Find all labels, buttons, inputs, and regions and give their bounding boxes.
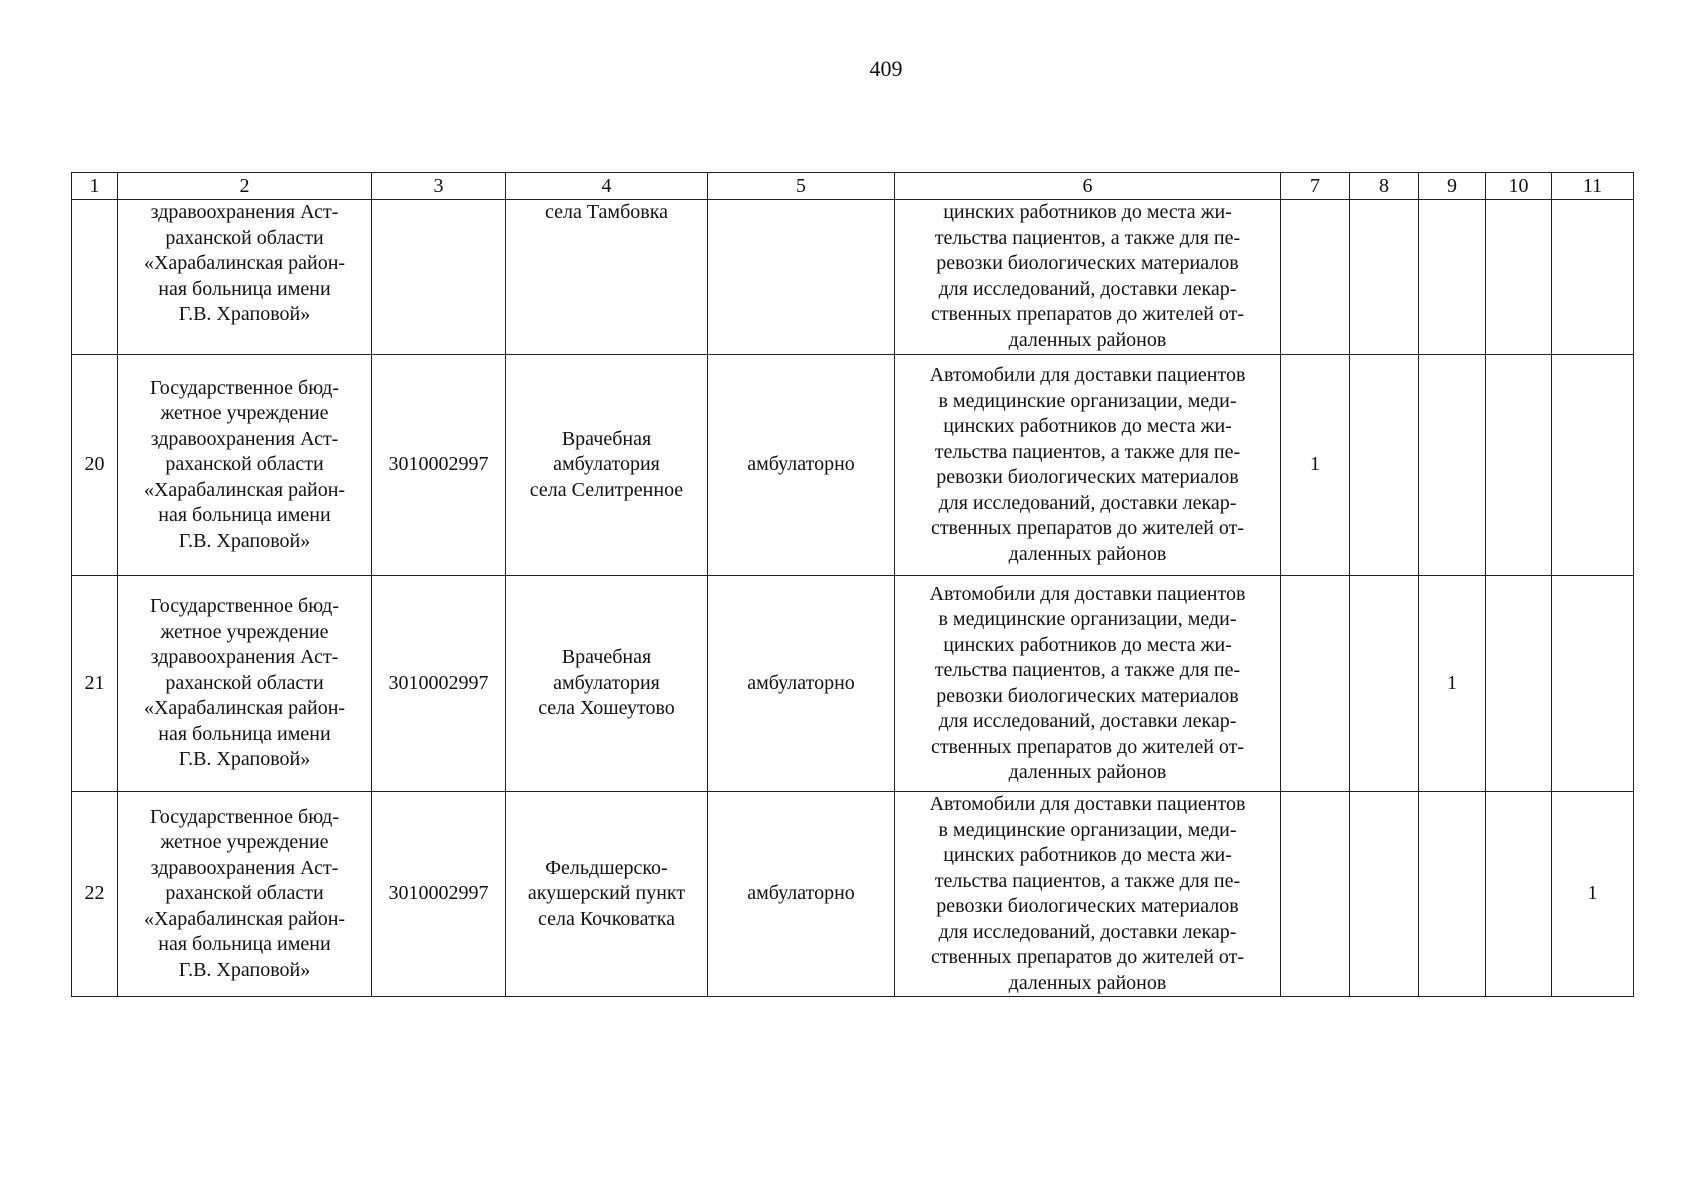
quantity-cell-9: 1 [1419, 576, 1486, 792]
column-header: 9 [1419, 173, 1486, 200]
quantity-cell-7 [1281, 200, 1350, 355]
purpose-cell: Автомобили для доставки пациентов в медицинские организации, меди- цинских работников до места жи- тельства пациентов, а также для пе- ревозки биологических материалов для исследований, доставки лекар- ственных препаратов до жителей от- даленных районов [895, 355, 1281, 576]
purpose-cell: цинских работников до места жи- тельства пациентов, а также для пе- ревозки биологических материалов для исследований, доставки лекар- ственных препаратов до жителей от- даленных районов [895, 200, 1281, 355]
organization-cell: здравоохранения Аст- раханской области «Харабалинская район- ная больница имени Г.В. Храповой» [118, 200, 372, 355]
column-header: 8 [1350, 173, 1419, 200]
quantity-cell-10 [1486, 200, 1552, 355]
care-type-cell: амбулаторно [708, 355, 895, 576]
quantity-cell-9 [1419, 792, 1486, 997]
quantity-cell-7 [1281, 792, 1350, 997]
row-number-cell: 22 [72, 792, 118, 997]
quantity-cell-11 [1552, 576, 1634, 792]
row-number-cell [72, 200, 118, 355]
organization-cell: Государственное бюд- жетное учреждение здравоохранения Аст- раханской области «Харабалинская район- ная больница имени Г.В. Храповой» [118, 576, 372, 792]
column-header: 4 [506, 173, 708, 200]
row-number-cell: 21 [72, 576, 118, 792]
quantity-cell-8 [1350, 355, 1419, 576]
quantity-cell-10 [1486, 355, 1552, 576]
column-header: 7 [1281, 173, 1350, 200]
quantity-cell-8 [1350, 576, 1419, 792]
quantity-cell-9 [1419, 355, 1486, 576]
subdivision-cell: Врачебная амбулатория села Хошеутово [506, 576, 708, 792]
column-header: 6 [895, 173, 1281, 200]
vehicle-allocation-table [71, 172, 1634, 997]
column-header: 5 [708, 173, 895, 200]
column-header: 1 [72, 173, 118, 200]
page-number: 409 [869, 56, 903, 81]
column-header: 10 [1486, 173, 1552, 200]
quantity-cell-11 [1552, 355, 1634, 576]
column-header: 3 [372, 173, 506, 200]
column-header: 11 [1552, 173, 1634, 200]
quantity-cell-10 [1486, 792, 1552, 997]
inn-cell [372, 200, 506, 355]
care-type-cell: амбулаторно [708, 792, 895, 997]
organization-cell: Государственное бюд- жетное учреждение здравоохранения Аст- раханской области «Харабалинская район- ная больница имени Г.В. Храповой» [118, 792, 372, 997]
inn-cell: 3010002997 [372, 355, 506, 576]
quantity-cell-9 [1419, 200, 1486, 355]
inn-cell: 3010002997 [372, 576, 506, 792]
quantity-cell-11 [1552, 200, 1634, 355]
quantity-cell-7 [1281, 576, 1350, 792]
subdivision-cell: Фельдшерско- акушерский пункт села Кочковатка [506, 792, 708, 997]
purpose-cell: Автомобили для доставки пациентов в медицинские организации, меди- цинских работников до места жи- тельства пациентов, а также для пе- ревозки биологических материалов для исследований, доставки лекар- ственных препаратов до жителей от- даленных районов [895, 576, 1281, 792]
quantity-cell-7: 1 [1281, 355, 1350, 576]
subdivision-cell: села Тамбовка [506, 200, 708, 355]
quantity-cell-8 [1350, 792, 1419, 997]
table-row [72, 576, 1634, 792]
column-header: 2 [118, 173, 372, 200]
column-number-header-row [72, 173, 1634, 200]
quantity-cell-11: 1 [1552, 792, 1634, 997]
care-type-cell: амбулаторно [708, 576, 895, 792]
table-row [72, 792, 1634, 997]
care-type-cell [708, 200, 895, 355]
table-row-continuation [72, 200, 1634, 355]
organization-cell: Государственное бюд- жетное учреждение здравоохранения Аст- раханской области «Харабалинская район- ная больница имени Г.В. Храповой» [118, 355, 372, 576]
quantity-cell-10 [1486, 576, 1552, 792]
quantity-cell-8 [1350, 200, 1419, 355]
inn-cell: 3010002997 [372, 792, 506, 997]
row-number-cell: 20 [72, 355, 118, 576]
table-row [72, 355, 1634, 576]
purpose-cell: Автомобили для доставки пациентов в медицинские организации, меди- цинских работников до места жи- тельства пациентов, а также для пе- ревозки биологических материалов для исследований, доставки лекар- ственных препаратов до жителей от- даленных районов [895, 792, 1281, 997]
subdivision-cell: Врачебная амбулатория села Селитренное [506, 355, 708, 576]
